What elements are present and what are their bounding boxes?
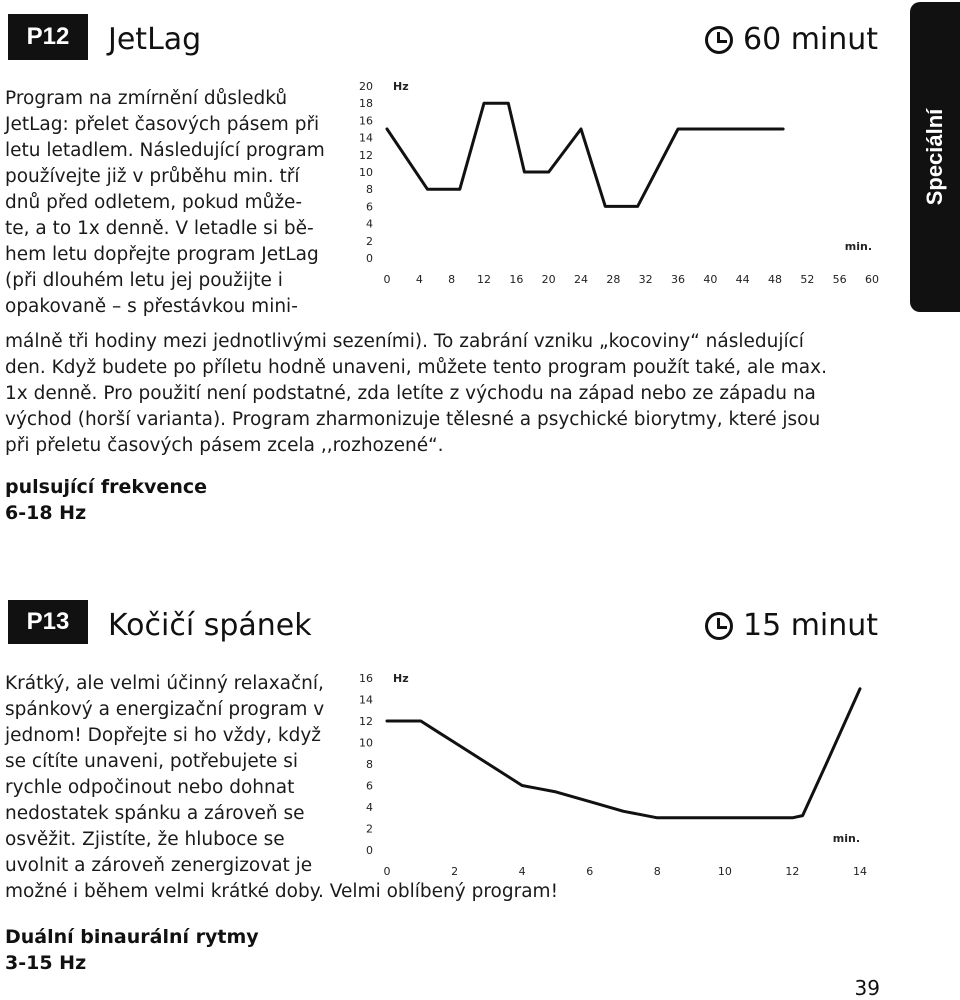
x-tick-label: 2: [451, 865, 459, 878]
program-code-badge: [8, 14, 88, 60]
x-tick-label: 6: [586, 865, 594, 878]
x-tick-label: 32: [638, 273, 653, 286]
x-tick-label: 36: [671, 273, 685, 286]
section-tab-label: Speciální: [922, 108, 947, 206]
program-title: Kočičí spánek: [108, 608, 312, 643]
program-description: Program na zmírnění důsledků JetLag: přelet časových pásem při letu letadlem. Následující program používejte již v průběhu min. tří dnů před odletem, pokud může- te, a to 1x denně. V letadle si bě- hem letu dopřejte program JetLag (při dlouhém letu jej použijte i opakovaně – s přestávkou mini-: [5, 88, 325, 317]
x-axis-label: min.: [844, 240, 872, 253]
duration-label: 60 minut: [743, 22, 879, 57]
x-tick-label: 0: [383, 273, 391, 286]
program-title: JetLag: [108, 22, 202, 57]
y-tick-label: 10: [359, 166, 373, 179]
x-tick-label: 24: [574, 273, 588, 286]
x-tick-label: 12: [477, 273, 491, 286]
y-tick-label: 16: [359, 672, 373, 685]
x-tick-label: 16: [509, 273, 524, 286]
program-description-continued: málně tři hodiny mezi jednotlivými sezeními). To zabrání vzniku „kocoviny“ následující den. Když budete po příletu hodně unaveni, můžete tento program použít také, ale max. 1x denně. Pro použití není podstatné, zda letíte z východu na západ nebo ze západu na východ (horší varianta). Program zharmonizuje tělesné a psychické biorytmy, které jsou při přeletu časových pásem zcela ,,rozhozené“.: [5, 331, 827, 456]
y-tick-label: 14: [359, 693, 373, 707]
program-duration: [705, 608, 878, 643]
y-axis-label: Hz: [393, 672, 409, 685]
x-tick-label: 10: [717, 865, 732, 878]
program-duration: [705, 22, 878, 57]
y-tick-label: 8: [366, 183, 373, 197]
x-tick-label: 56: [832, 273, 847, 286]
frequency-label: Duální binaurální rytmy: [5, 926, 259, 948]
series-line: [387, 689, 860, 818]
frequency-range: 6-18 Hz: [5, 502, 87, 524]
x-tick-label: 28: [606, 273, 621, 286]
y-tick-label: 12: [359, 148, 373, 162]
frequency-chart-p13: [350, 668, 890, 883]
y-tick-label: 4: [366, 217, 373, 231]
y-tick-label: 18: [359, 97, 373, 111]
y-tick-label: 0: [366, 844, 373, 857]
program-description: Krátký, ale velmi účinný relaxační, spánkový a energizační program v jednom! Dopřejte si ho vždy, když se cítíte unaveni, potřebujete si rychle odpočinout nebo dohnat nedostatek spánku a zároveň se osvěžit. Zjistíte, že hluboce se uvolnit a zároveň zenergizovat je: [5, 673, 325, 876]
x-tick-label: 8: [653, 865, 661, 878]
y-tick-label: 6: [366, 779, 373, 793]
x-tick-label: 52: [800, 273, 815, 286]
clock-icon: [705, 26, 733, 54]
y-tick-label: 16: [359, 114, 373, 128]
x-tick-label: 8: [448, 273, 456, 286]
x-tick-label: 4: [518, 865, 526, 878]
duration-label: 15 minut: [743, 608, 879, 643]
y-tick-label: 0: [366, 252, 373, 265]
x-tick-label: 0: [383, 865, 391, 878]
x-tick-label: 20: [541, 273, 556, 286]
y-tick-label: 10: [359, 736, 373, 750]
series-line: [387, 103, 783, 206]
frequency-label: pulsující frekvence: [5, 476, 207, 498]
y-tick-label: 8: [366, 758, 373, 771]
program-code: P13: [26, 608, 70, 635]
y-axis-label: Hz: [393, 80, 409, 93]
x-tick-label: 14: [853, 865, 867, 878]
y-tick-label: 2: [366, 822, 373, 836]
x-tick-label: 44: [735, 273, 750, 286]
x-tick-label: 40: [703, 273, 718, 286]
program-code-badge: [8, 600, 88, 644]
page-number: 39: [854, 976, 880, 1000]
y-tick-label: 20: [359, 80, 373, 93]
x-tick-label: 48: [768, 273, 782, 286]
y-tick-label: 14: [359, 131, 373, 145]
y-tick-label: 12: [359, 715, 373, 728]
frequency-chart-p12: [350, 72, 890, 292]
program-code: P12: [26, 23, 70, 50]
clock-icon: [705, 612, 733, 640]
section-tab: [910, 2, 960, 312]
frequency-range: 3-15 Hz: [5, 952, 87, 974]
x-tick-label: 4: [415, 273, 423, 286]
program-description-continued: možné i během velmi krátké doby. Velmi oblíbený program!: [5, 881, 558, 902]
x-axis-label: min.: [832, 832, 860, 845]
y-tick-label: 6: [366, 200, 373, 214]
y-tick-label: 4: [366, 801, 373, 814]
x-tick-label: 12: [785, 865, 800, 878]
y-tick-label: 2: [366, 234, 373, 248]
x-tick-label: 60: [865, 273, 879, 286]
